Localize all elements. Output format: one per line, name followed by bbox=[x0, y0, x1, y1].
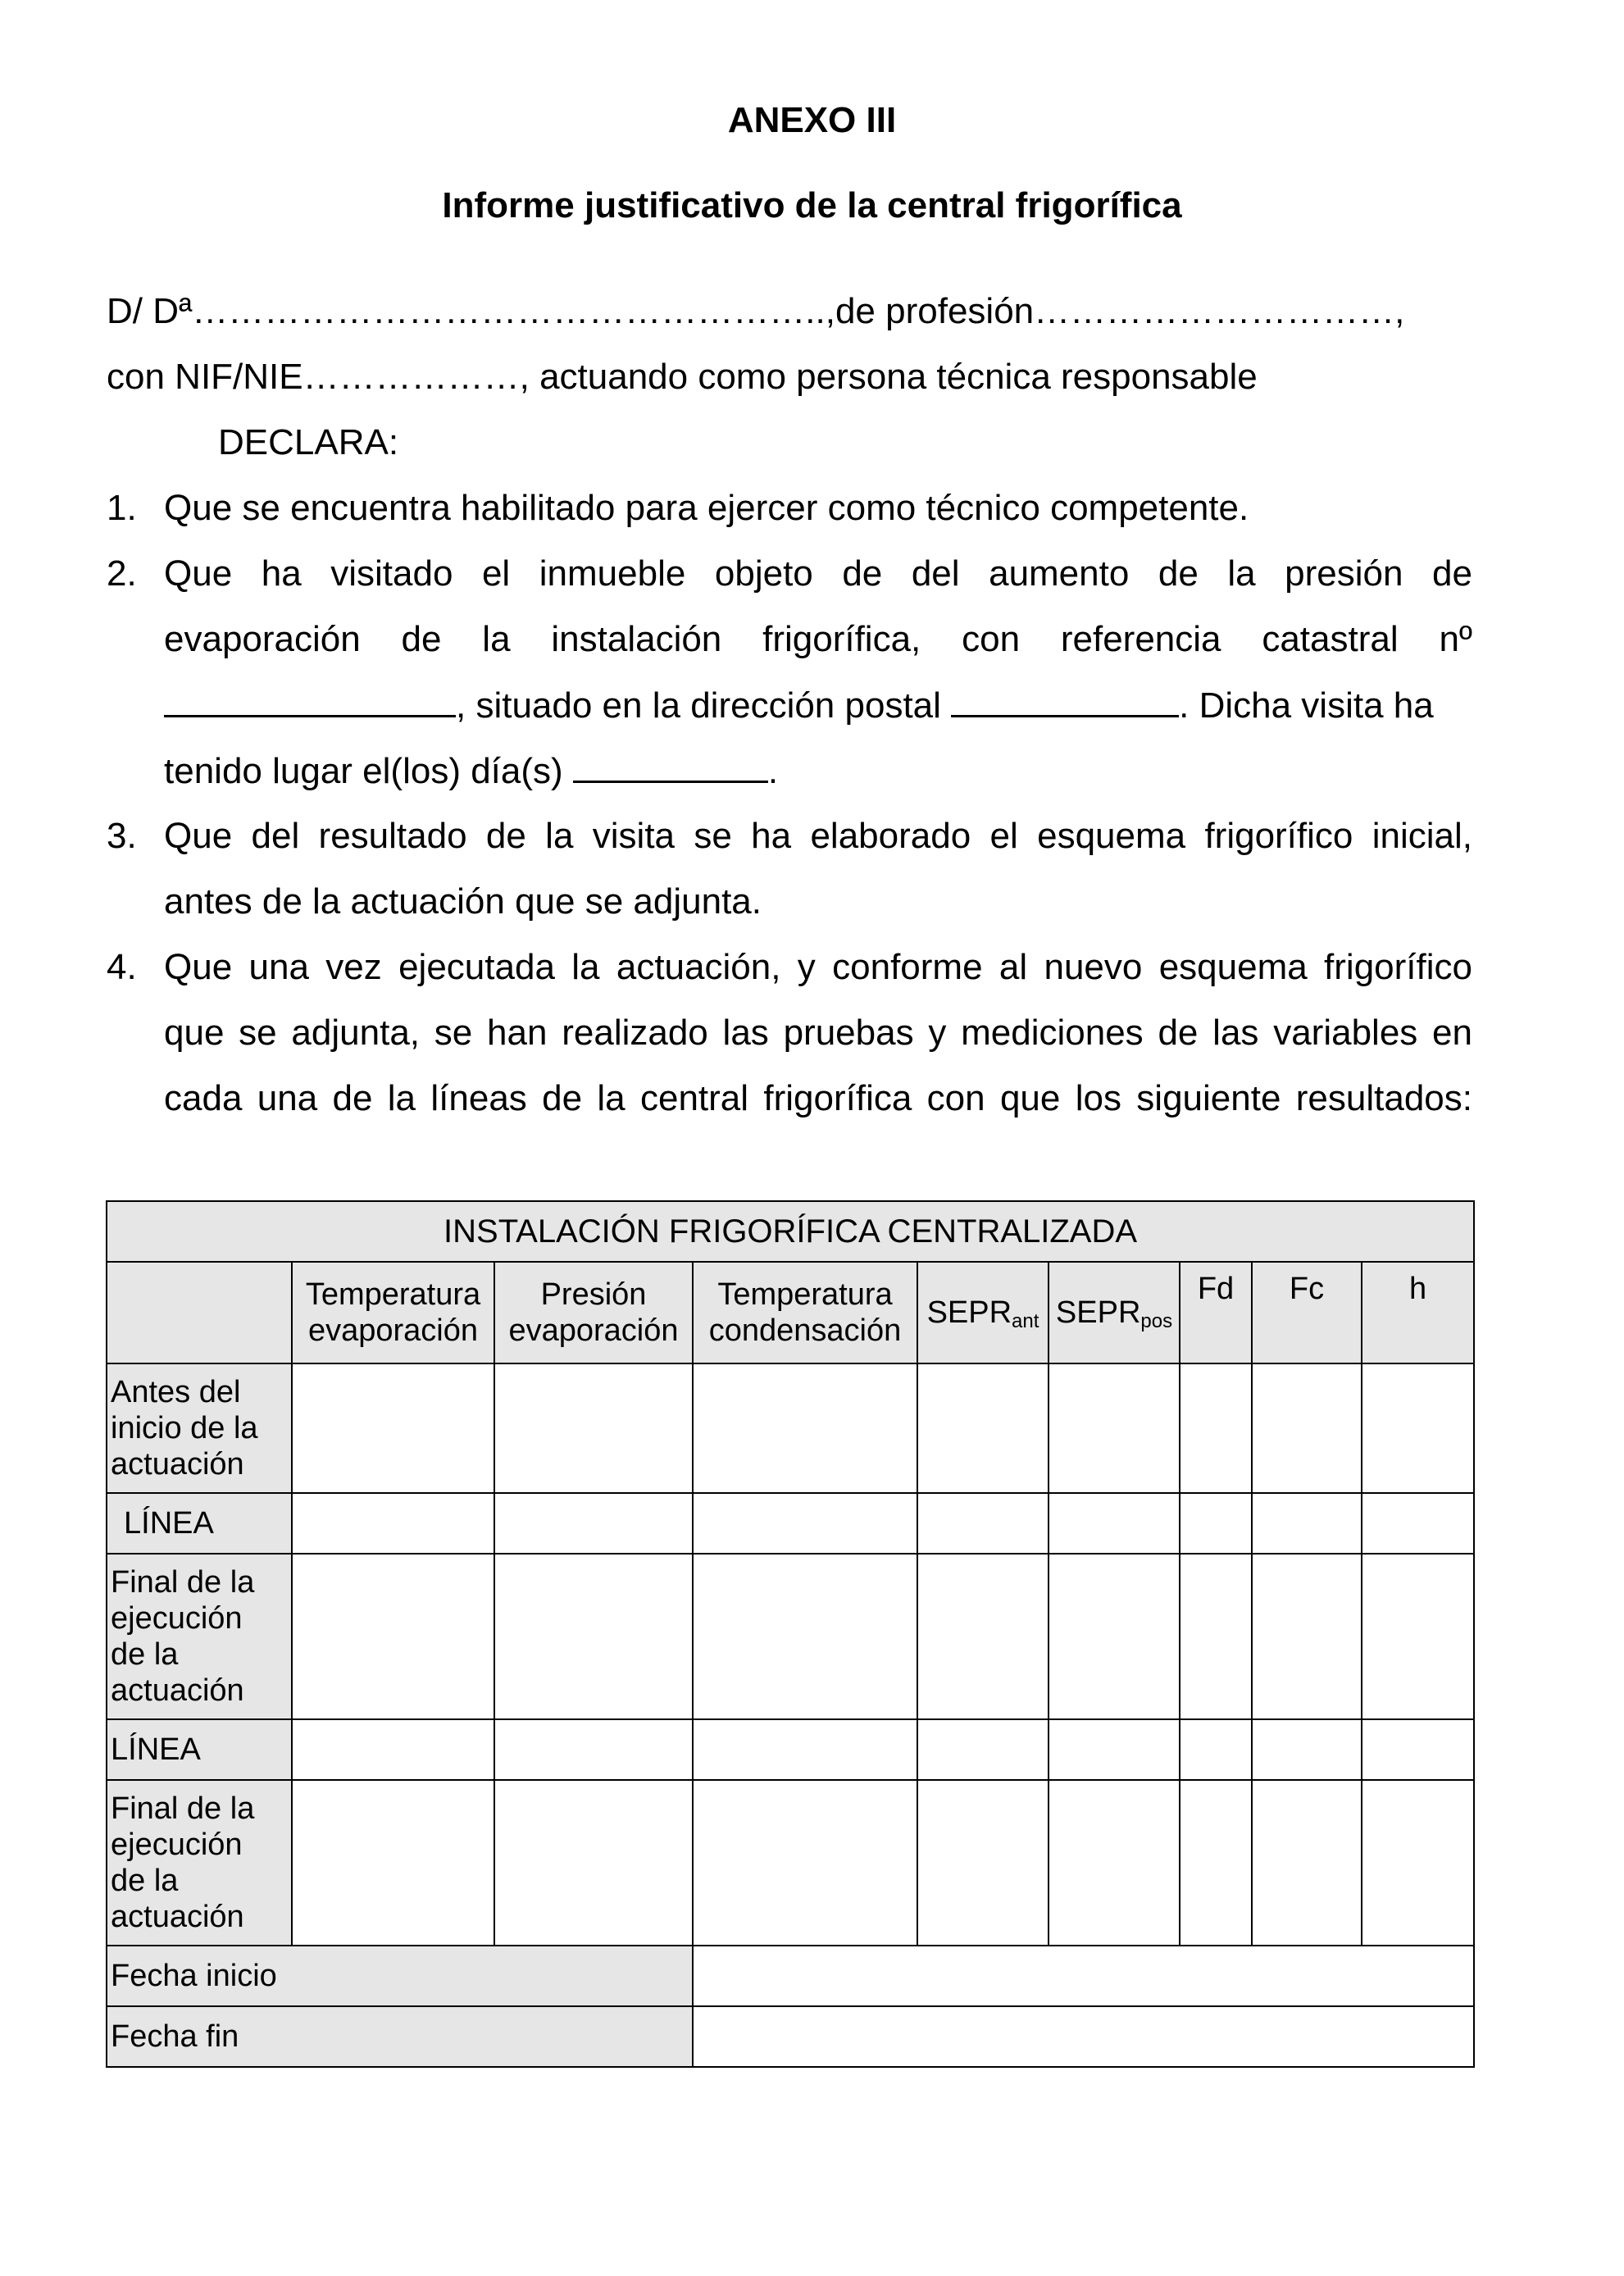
table-cell[interactable] bbox=[292, 1780, 494, 1946]
table-row-fecha-fin bbox=[107, 2006, 1474, 2067]
item-2-line-1: Que ha visitado el inmueble objeto de del aumento de la presión de bbox=[164, 553, 1472, 594]
item-2-line-3-end: . Dicha visita ha bbox=[1179, 685, 1434, 726]
item-2-line-4 bbox=[164, 749, 778, 793]
header-fc: Fc bbox=[1252, 1262, 1362, 1363]
annex-title: ANEXO III bbox=[727, 100, 897, 140]
table-cell[interactable] bbox=[1180, 1554, 1252, 1719]
item-2-line-3 bbox=[164, 684, 1472, 727]
table-cell[interactable] bbox=[1252, 1719, 1362, 1780]
table-header-row bbox=[107, 1262, 1474, 1363]
document-subtitle: Informe justificativo de la central frigorífica bbox=[442, 185, 1182, 225]
row-label-final-2: Final de la ejecución de la actuación bbox=[107, 1780, 292, 1946]
table-cell[interactable] bbox=[693, 1493, 917, 1554]
table-cell[interactable] bbox=[1362, 1363, 1474, 1493]
table-cell[interactable] bbox=[1362, 1780, 1474, 1946]
table-cell[interactable] bbox=[1252, 1554, 1362, 1719]
header-temperatura-condensacion: Temperatura condensación bbox=[693, 1262, 917, 1363]
table-cell[interactable] bbox=[494, 1554, 693, 1719]
item-2-line-4-start: tenido lugar el(los) día(s) bbox=[164, 751, 573, 791]
header-sepr-pos: $SEPR_{pos}$ bbox=[1049, 1262, 1180, 1363]
table-cell[interactable] bbox=[1180, 1719, 1252, 1780]
fecha-inicio-cell[interactable] bbox=[693, 1946, 1474, 2006]
header-fd: Fd bbox=[1180, 1262, 1252, 1363]
declara-label: DECLARA: bbox=[218, 422, 399, 462]
table-cell[interactable] bbox=[1252, 1363, 1362, 1493]
table-cell[interactable] bbox=[494, 1363, 693, 1493]
item-4-line-1: Que una vez ejecutada la actuación, y conforme al nuevo esquema frigorífico bbox=[164, 947, 1472, 987]
visit-date-blank[interactable] bbox=[573, 749, 768, 783]
table-cell[interactable] bbox=[1049, 1554, 1180, 1719]
cadastral-reference-blank[interactable] bbox=[164, 684, 456, 717]
row-label-linea-2: LÍNEA bbox=[107, 1719, 292, 1780]
table-cell[interactable] bbox=[693, 1719, 917, 1780]
table-row-final-1 bbox=[107, 1554, 1474, 1719]
postal-address-blank[interactable] bbox=[951, 684, 1179, 717]
table-cell[interactable] bbox=[917, 1719, 1049, 1780]
table-cell[interactable] bbox=[1362, 1554, 1474, 1719]
table-cell[interactable] bbox=[1049, 1719, 1180, 1780]
row-label-fecha-fin: Fecha fin bbox=[107, 2006, 693, 2067]
table-cell[interactable] bbox=[292, 1719, 494, 1780]
table-row-linea-1 bbox=[107, 1493, 1474, 1554]
table-cell[interactable] bbox=[693, 1554, 917, 1719]
item-2-line-3-mid: , situado en la dirección postal bbox=[456, 685, 952, 726]
table-cell[interactable] bbox=[1252, 1493, 1362, 1554]
table-title: INSTALACIÓN FRIGORÍFICA CENTRALIZADA bbox=[107, 1201, 1474, 1262]
table-cell[interactable] bbox=[494, 1780, 693, 1946]
table-cell[interactable] bbox=[917, 1780, 1049, 1946]
item-3-line-1: Que del resultado de la visita se ha elaborado el esquema frigorífico inicial, bbox=[164, 816, 1472, 856]
header-sepr-ant: $SEPR_{ant}$ bbox=[917, 1262, 1049, 1363]
table-cell[interactable] bbox=[292, 1554, 494, 1719]
intro-line-name: D/ Dª……………………………………………..,de profesión…………………………, bbox=[107, 291, 1405, 331]
row-label-linea-1: LÍNEA bbox=[107, 1493, 292, 1554]
item-4-line-2: que se adjunta, se han realizado las pruebas y mediciones de las variables en bbox=[164, 1013, 1472, 1053]
item-3-line-2: antes de la actuación que se adjunta. bbox=[164, 881, 762, 922]
row-label-fecha-inicio: Fecha inicio bbox=[107, 1946, 693, 2006]
table-cell[interactable] bbox=[292, 1493, 494, 1554]
table-cell[interactable] bbox=[1049, 1780, 1180, 1946]
refrigeration-results-table bbox=[106, 1200, 1475, 2068]
item-4-number: 4. bbox=[107, 947, 137, 987]
header-corner-cell bbox=[107, 1262, 292, 1363]
table-cell[interactable] bbox=[917, 1493, 1049, 1554]
table-row-fecha-inicio bbox=[107, 1946, 1474, 2006]
table-cell[interactable] bbox=[1362, 1719, 1474, 1780]
row-label-final-1: Final de la ejecución de la actuación bbox=[107, 1554, 292, 1719]
table-cell[interactable] bbox=[1180, 1363, 1252, 1493]
item-1-number: 1. bbox=[107, 488, 137, 528]
table-cell[interactable] bbox=[1180, 1780, 1252, 1946]
item-2-number: 2. bbox=[107, 553, 137, 594]
header-temperatura-evaporacion: Temperatura evaporación bbox=[292, 1262, 494, 1363]
item-1-text: Que se encuentra habilitado para ejercer como técnico competente. bbox=[164, 488, 1249, 528]
table-cell[interactable] bbox=[693, 1363, 917, 1493]
table-cell[interactable] bbox=[1362, 1493, 1474, 1554]
table-cell[interactable] bbox=[693, 1780, 917, 1946]
item-4-line-3: cada una de la líneas de la central frigorífica con que los siguiente resultados: bbox=[164, 1078, 1472, 1118]
row-label-antes: Antes del inicio de la actuación bbox=[107, 1363, 292, 1493]
intro-line-nif: con NIF/NIE………………, actuando como persona técnica responsable bbox=[107, 357, 1258, 397]
table-row-antes bbox=[107, 1363, 1474, 1493]
fecha-fin-cell[interactable] bbox=[693, 2006, 1474, 2067]
table-title-row bbox=[107, 1201, 1474, 1262]
item-2-line-4-end: . bbox=[767, 751, 779, 791]
table-cell[interactable] bbox=[494, 1493, 693, 1554]
table-cell[interactable] bbox=[1049, 1363, 1180, 1493]
item-3-number: 3. bbox=[107, 816, 137, 856]
header-h: h bbox=[1362, 1262, 1474, 1363]
table-cell[interactable] bbox=[917, 1554, 1049, 1719]
table-cell[interactable] bbox=[494, 1719, 693, 1780]
header-presion-evaporacion: Presión evaporación bbox=[494, 1262, 693, 1363]
item-2-line-2: evaporación de la instalación frigorífica, con referencia catastral nº bbox=[164, 619, 1472, 659]
table-cell[interactable] bbox=[292, 1363, 494, 1493]
table-row-final-2 bbox=[107, 1780, 1474, 1946]
table-cell[interactable] bbox=[1049, 1493, 1180, 1554]
table-cell[interactable] bbox=[917, 1363, 1049, 1493]
table-cell[interactable] bbox=[1252, 1780, 1362, 1946]
table-cell[interactable] bbox=[1180, 1493, 1252, 1554]
table-row-linea-2 bbox=[107, 1719, 1474, 1780]
